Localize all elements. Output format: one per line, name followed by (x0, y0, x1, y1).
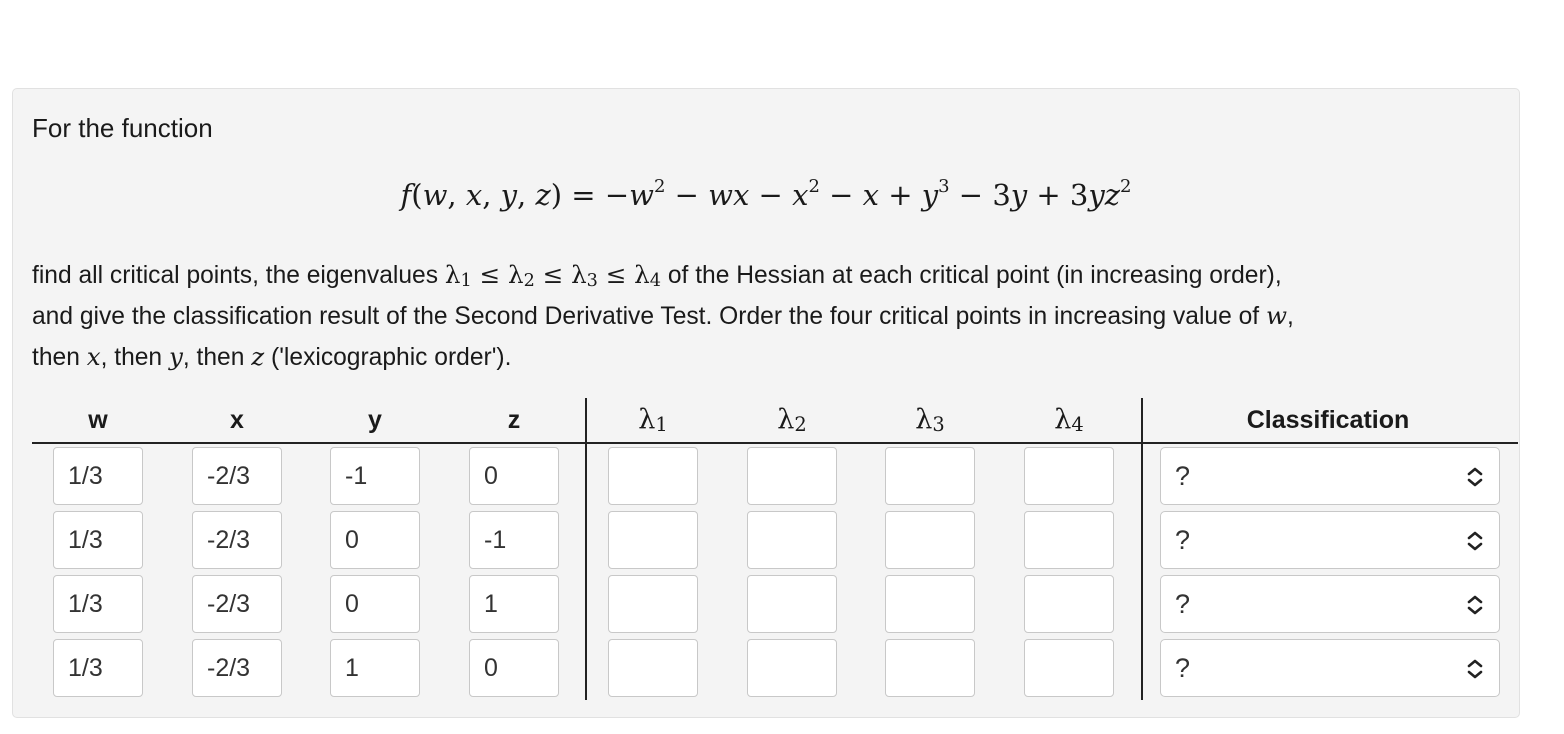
x-input[interactable]: -2/3 (192, 447, 282, 505)
up-down-chevron-icon (1465, 530, 1485, 552)
column-divider-class (1141, 398, 1143, 700)
w-input[interactable]: 1/3 (53, 639, 143, 697)
z-input[interactable]: 0 (469, 639, 559, 697)
w-input[interactable]: 1/3 (53, 575, 143, 633)
header-rule (32, 442, 1518, 444)
intro-text: For the function (32, 113, 213, 143)
header-w: w (88, 406, 108, 434)
classification-value: ? (1175, 653, 1191, 683)
classification-value: ? (1175, 589, 1191, 619)
lambda3-input[interactable] (885, 575, 975, 633)
z-input[interactable]: 0 (469, 447, 559, 505)
up-down-chevron-icon (1465, 594, 1485, 616)
z-input[interactable]: -1 (469, 511, 559, 569)
header-lambda2: $\lambda_2$ (777, 404, 807, 436)
lambda4-input[interactable] (1024, 447, 1114, 505)
z-input[interactable]: 1 (469, 575, 559, 633)
lambda3-input[interactable] (885, 447, 975, 505)
lambda1-input[interactable] (608, 639, 698, 697)
lambda1-input[interactable] (608, 447, 698, 505)
w-input[interactable]: 1/3 (53, 511, 143, 569)
lambda1-input[interactable] (608, 511, 698, 569)
y-input[interactable]: 1 (330, 639, 420, 697)
lambda4-input[interactable] (1024, 575, 1114, 633)
lambda2-input[interactable] (747, 447, 837, 505)
x-input[interactable]: -2/3 (192, 639, 282, 697)
classification-select[interactable] (1160, 511, 1500, 569)
function-formula: f(w, x, y, $z) = -w^2$ − wx − $x^2 - x + y^3 - 3y + 3yz^2$ (400, 176, 1132, 212)
lambda3-input[interactable] (885, 511, 975, 569)
x-input[interactable]: -2/3 (192, 575, 282, 633)
x-input[interactable]: -2/3 (192, 511, 282, 569)
classification-value: ? (1175, 461, 1191, 491)
lambda3-input[interactable] (885, 639, 975, 697)
problem-description: find all critical points, the eigenvalues $\lambda_1 \le \lambda_2 \le \lambda_3 \le \lambda_4$ of the Hessian at each critical point (in increasing order), and give the classification result of the Second Derivative Test. Order the four critical points in increasing value of w, then x, then y, then z ('lexicographic order'). (32, 260, 1294, 371)
header-lambda1: $\lambda_1$ (638, 404, 668, 436)
header-lambda4: $\lambda_4$ (1054, 404, 1084, 436)
header-x: x (230, 406, 244, 434)
header-y: y (368, 406, 382, 434)
classification-value: ? (1175, 525, 1191, 555)
header-lambda3: $\lambda_3$ (915, 404, 945, 436)
lambda2-input[interactable] (747, 511, 837, 569)
y-input[interactable]: 0 (330, 511, 420, 569)
classification-select[interactable] (1160, 447, 1500, 505)
header-classification: Classification (1246, 406, 1410, 434)
lambda1-input[interactable] (608, 575, 698, 633)
classification-select[interactable] (1160, 639, 1500, 697)
lambda4-input[interactable] (1024, 639, 1114, 697)
column-divider-eigen (585, 398, 587, 700)
header-z: z (507, 406, 521, 434)
y-input[interactable]: 0 (330, 575, 420, 633)
up-down-chevron-icon (1465, 658, 1485, 680)
lambda4-input[interactable] (1024, 511, 1114, 569)
y-input[interactable]: -1 (330, 447, 420, 505)
lambda2-input[interactable] (747, 575, 837, 633)
problem-card (12, 88, 1520, 718)
w-input[interactable]: 1/3 (53, 447, 143, 505)
critical-points-table (32, 398, 1518, 700)
up-down-chevron-icon (1465, 466, 1485, 488)
lambda2-input[interactable] (747, 639, 837, 697)
classification-select[interactable] (1160, 575, 1500, 633)
